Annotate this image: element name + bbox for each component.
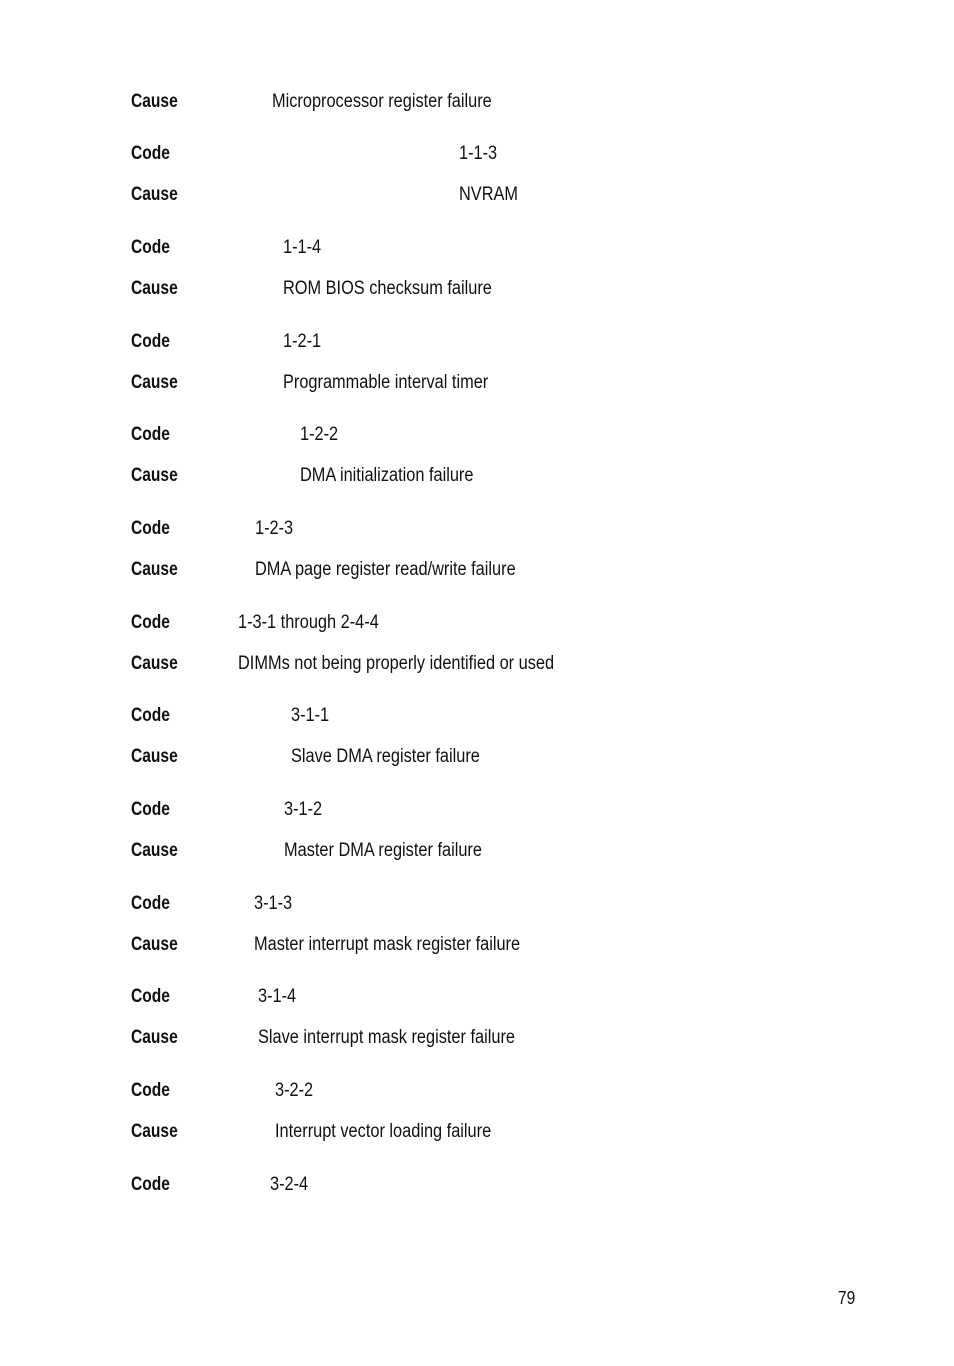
- row-label: Code: [131, 893, 170, 914]
- row-value: Master interrupt mask register failure: [254, 934, 521, 955]
- row-value: DIMMs not being properly identified or used: [238, 653, 555, 674]
- row-value: 3-1-3: [254, 893, 293, 914]
- page-number: 79: [838, 1288, 856, 1308]
- table-row: [0, 1078, 954, 1104]
- row-value: 1-2-1: [283, 331, 322, 352]
- row-label: Code: [131, 331, 170, 352]
- row-value: 1-2-2: [300, 424, 339, 445]
- row-value: 1-1-3: [459, 143, 498, 164]
- table-row: [0, 744, 954, 770]
- row-value: DMA initialization failure: [300, 465, 474, 486]
- row-label: Code: [131, 705, 170, 726]
- row-value: 1-2-3: [255, 518, 294, 539]
- row-value: 3-1-2: [284, 799, 323, 820]
- table-row: [0, 182, 954, 208]
- row-label: Code: [131, 612, 170, 633]
- row-label: Code: [131, 1174, 170, 1195]
- table-row: [0, 235, 954, 261]
- row-value: 3-1-4: [258, 986, 297, 1007]
- table-row: [0, 651, 954, 677]
- row-value: DMA page register read/write failure: [255, 559, 516, 580]
- row-label: Cause: [131, 1121, 178, 1142]
- row-label: Cause: [131, 840, 178, 861]
- row-value: 1-3-1 through 2-4-4: [238, 612, 379, 633]
- row-value: Master DMA register failure: [284, 840, 482, 861]
- row-value: Slave interrupt mask register failure: [258, 1027, 516, 1048]
- table-row: [0, 89, 954, 115]
- row-label: Cause: [131, 1027, 178, 1048]
- table-row: [0, 557, 954, 583]
- row-label: Code: [131, 986, 170, 1007]
- table-row: [0, 276, 954, 302]
- table-row: [0, 516, 954, 542]
- row-label: Code: [131, 799, 170, 820]
- row-label: Cause: [131, 278, 178, 299]
- row-value: 3-2-4: [270, 1174, 309, 1195]
- row-label: Cause: [131, 934, 178, 955]
- row-label: Code: [131, 143, 170, 164]
- table-row: [0, 329, 954, 355]
- table-row: [0, 1119, 954, 1145]
- row-label: Cause: [131, 372, 178, 393]
- row-label: Code: [131, 1080, 170, 1101]
- row-value: Interrupt vector loading failure: [275, 1121, 492, 1142]
- table-row: [0, 422, 954, 448]
- row-label: Cause: [131, 465, 178, 486]
- row-value: Microprocessor register failure: [272, 91, 492, 112]
- table-row: [0, 984, 954, 1010]
- table-row: [0, 463, 954, 489]
- row-label: Cause: [131, 746, 178, 767]
- row-value: 3-2-2: [275, 1080, 314, 1101]
- row-value: Slave DMA register failure: [291, 746, 480, 767]
- row-label: Code: [131, 237, 170, 258]
- table-row: [0, 370, 954, 396]
- row-value: ROM BIOS checksum failure: [283, 278, 492, 299]
- row-value: NVRAM: [459, 184, 519, 205]
- row-label: Code: [131, 518, 170, 539]
- table-row: [0, 1172, 954, 1198]
- table-row: [0, 797, 954, 823]
- table-row: [0, 838, 954, 864]
- row-label: Cause: [131, 559, 178, 580]
- row-label: Code: [131, 424, 170, 445]
- table-row: [0, 610, 954, 636]
- table-row: [0, 891, 954, 917]
- row-label: Cause: [131, 184, 178, 205]
- row-value: 3-1-1: [291, 705, 330, 726]
- row-label: Cause: [131, 91, 178, 112]
- row-value: Programmable interval timer: [283, 372, 489, 393]
- row-value: 1-1-4: [283, 237, 322, 258]
- row-label: Cause: [131, 653, 178, 674]
- table-row: [0, 932, 954, 958]
- table-row: [0, 703, 954, 729]
- table-row: [0, 1025, 954, 1051]
- table-row: [0, 141, 954, 167]
